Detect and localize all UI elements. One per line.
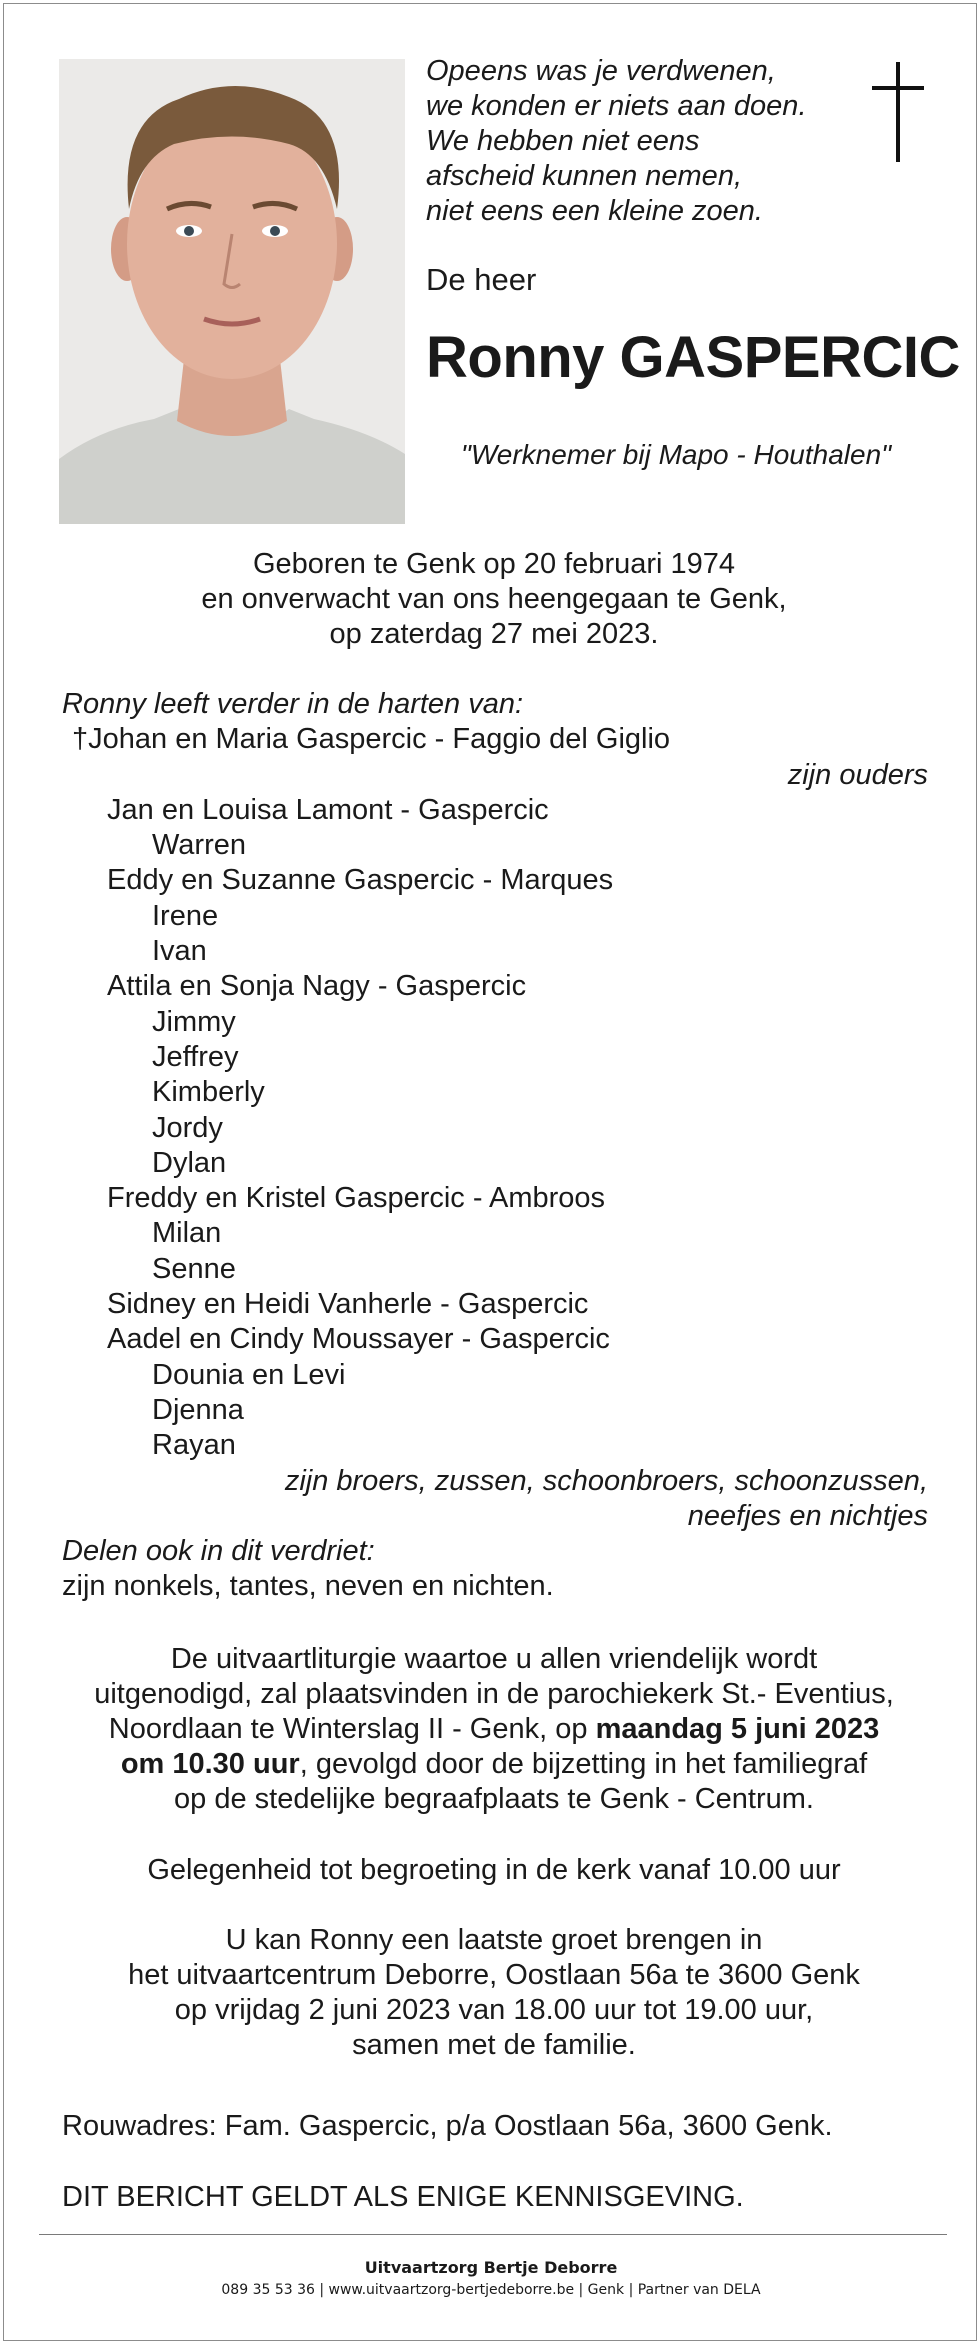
obituary-card xyxy=(3,3,977,2341)
ceremony-time: om 10.30 uur xyxy=(120,1748,300,1780)
birth-line: en onverwacht van ons heengegaan te Genk, xyxy=(201,583,787,615)
funeral-home-name: Uitvaartzorg Bertje Deborre xyxy=(364,2258,618,2277)
ceremony-line xyxy=(44,1747,944,1782)
notice: DIT BERICHT GELDT ALS ENIGE KENNISGEVING. xyxy=(62,2181,744,2213)
ceremony-burial: , gevolgd door de bijzetting in het familiegraf xyxy=(299,1748,868,1780)
ceremony-place: Noordlaan te Winterslag II - Genk, op xyxy=(108,1713,596,1745)
ceremony-line: op de stedelijke begraafplaats te Genk - Centrum. xyxy=(174,1783,814,1815)
siblings-label: zijn broers, zussen, schoonbroers, schoonzussen, xyxy=(284,1464,928,1497)
poem-line: Opeens was je verdwenen, xyxy=(426,55,776,87)
birth-line: op zaterdag 27 mei 2023. xyxy=(329,618,659,650)
parents: †Johan en Maria Gaspercic - Faggio del Giglio xyxy=(72,723,671,756)
family-child: Irene xyxy=(152,899,219,932)
family-child: Dylan xyxy=(152,1146,227,1179)
family-couple: Jan en Louisa Lamont - Gaspercic xyxy=(107,793,549,826)
deceased-name: Ronny GASPERCIC xyxy=(426,325,960,390)
ceremony-info xyxy=(44,1642,944,1817)
family-child: Jordy xyxy=(152,1111,223,1144)
family-child: Ivan xyxy=(152,935,207,968)
mourning-address: Rouwadres: Fam. Gaspercic, p/a Oostlaan 56a, 3600 Genk. xyxy=(62,2110,833,2142)
family-child: Dounia en Levi xyxy=(152,1358,346,1391)
funeral-home-contact: 089 35 53 36 | www.uitvaartzorg-bertjedeborre.be | Genk | Partner van DELA xyxy=(221,2282,761,2298)
poem-line: afscheid kunnen nemen, xyxy=(426,160,742,192)
poem-line: we konden er niets aan doen. xyxy=(426,90,807,122)
siblings-label: neefjes en nichtjes xyxy=(687,1499,928,1532)
greeting-line: Gelegenheid tot begroeting in de kerk vanaf 10.00 uur xyxy=(147,1854,841,1886)
visit-line: het uitvaartcentrum Deborre, Oostlaan 56a te 3600 Genk xyxy=(128,1959,860,1991)
portrait-photo xyxy=(59,59,405,524)
family-couple: Attila en Sonja Nagy - Gaspercic xyxy=(107,970,527,1003)
family-child: Senne xyxy=(152,1252,236,1285)
occupation: "Werknemer bij Mapo - Houthalen" xyxy=(460,439,892,470)
cross-icon xyxy=(868,62,928,162)
footer-divider xyxy=(39,2234,947,2235)
family-child: Warren xyxy=(152,829,246,862)
ceremony-line xyxy=(44,1712,944,1747)
family-child: Rayan xyxy=(152,1429,236,1462)
poem-line: We hebben niet eens xyxy=(426,125,700,157)
family-couple: Aadel en Cindy Moussayer - Gaspercic xyxy=(107,1323,610,1356)
family-couple: Eddy en Suzanne Gaspercic - Marques xyxy=(107,864,614,897)
ceremony-line: De uitvaartliturgie waartoe u allen vriendelijk wordt xyxy=(170,1643,818,1675)
visit-line: op vrijdag 2 juni 2023 van 18.00 uur tot 19.00 uur, xyxy=(174,1994,814,2026)
birth-death-info xyxy=(44,547,944,652)
visit-line: samen met de familie. xyxy=(352,2029,636,2061)
ceremony-date: maandag 5 juni 2023 xyxy=(595,1713,880,1745)
greeting-info xyxy=(44,1853,944,1888)
poem-line: niet eens een kleine zoen. xyxy=(426,195,763,227)
family-couple: Freddy en Kristel Gaspercic - Ambroos xyxy=(107,1182,606,1215)
family-child: Djenna xyxy=(152,1393,244,1426)
family-child: Jeffrey xyxy=(152,1040,239,1073)
poem xyxy=(426,54,846,229)
ceremony-line: uitgenodigd, zal plaatsvinden in de parochiekerk St.- Eventius, xyxy=(94,1678,894,1710)
birth-line: Geboren te Genk op 20 februari 1974 xyxy=(252,548,736,580)
share-text: zijn nonkels, tantes, neven en nichten. xyxy=(62,1570,554,1603)
family-child: Jimmy xyxy=(152,1005,236,1038)
visit-info xyxy=(44,1923,944,2063)
share-intro: Delen ook in dit verdriet: xyxy=(62,1535,375,1568)
visit-line: U kan Ronny een laatste groet brengen in xyxy=(225,1924,763,1956)
family-list xyxy=(62,687,928,1605)
family-intro: Ronny leeft verder in de harten van: xyxy=(62,688,524,720)
parents-label: zijn ouders xyxy=(787,758,928,791)
family-child: Kimberly xyxy=(152,1076,265,1109)
family-child: Milan xyxy=(152,1217,222,1250)
family-couple: Sidney en Heidi Vanherle - Gaspercic xyxy=(107,1288,589,1321)
salutation: De heer xyxy=(426,262,537,297)
